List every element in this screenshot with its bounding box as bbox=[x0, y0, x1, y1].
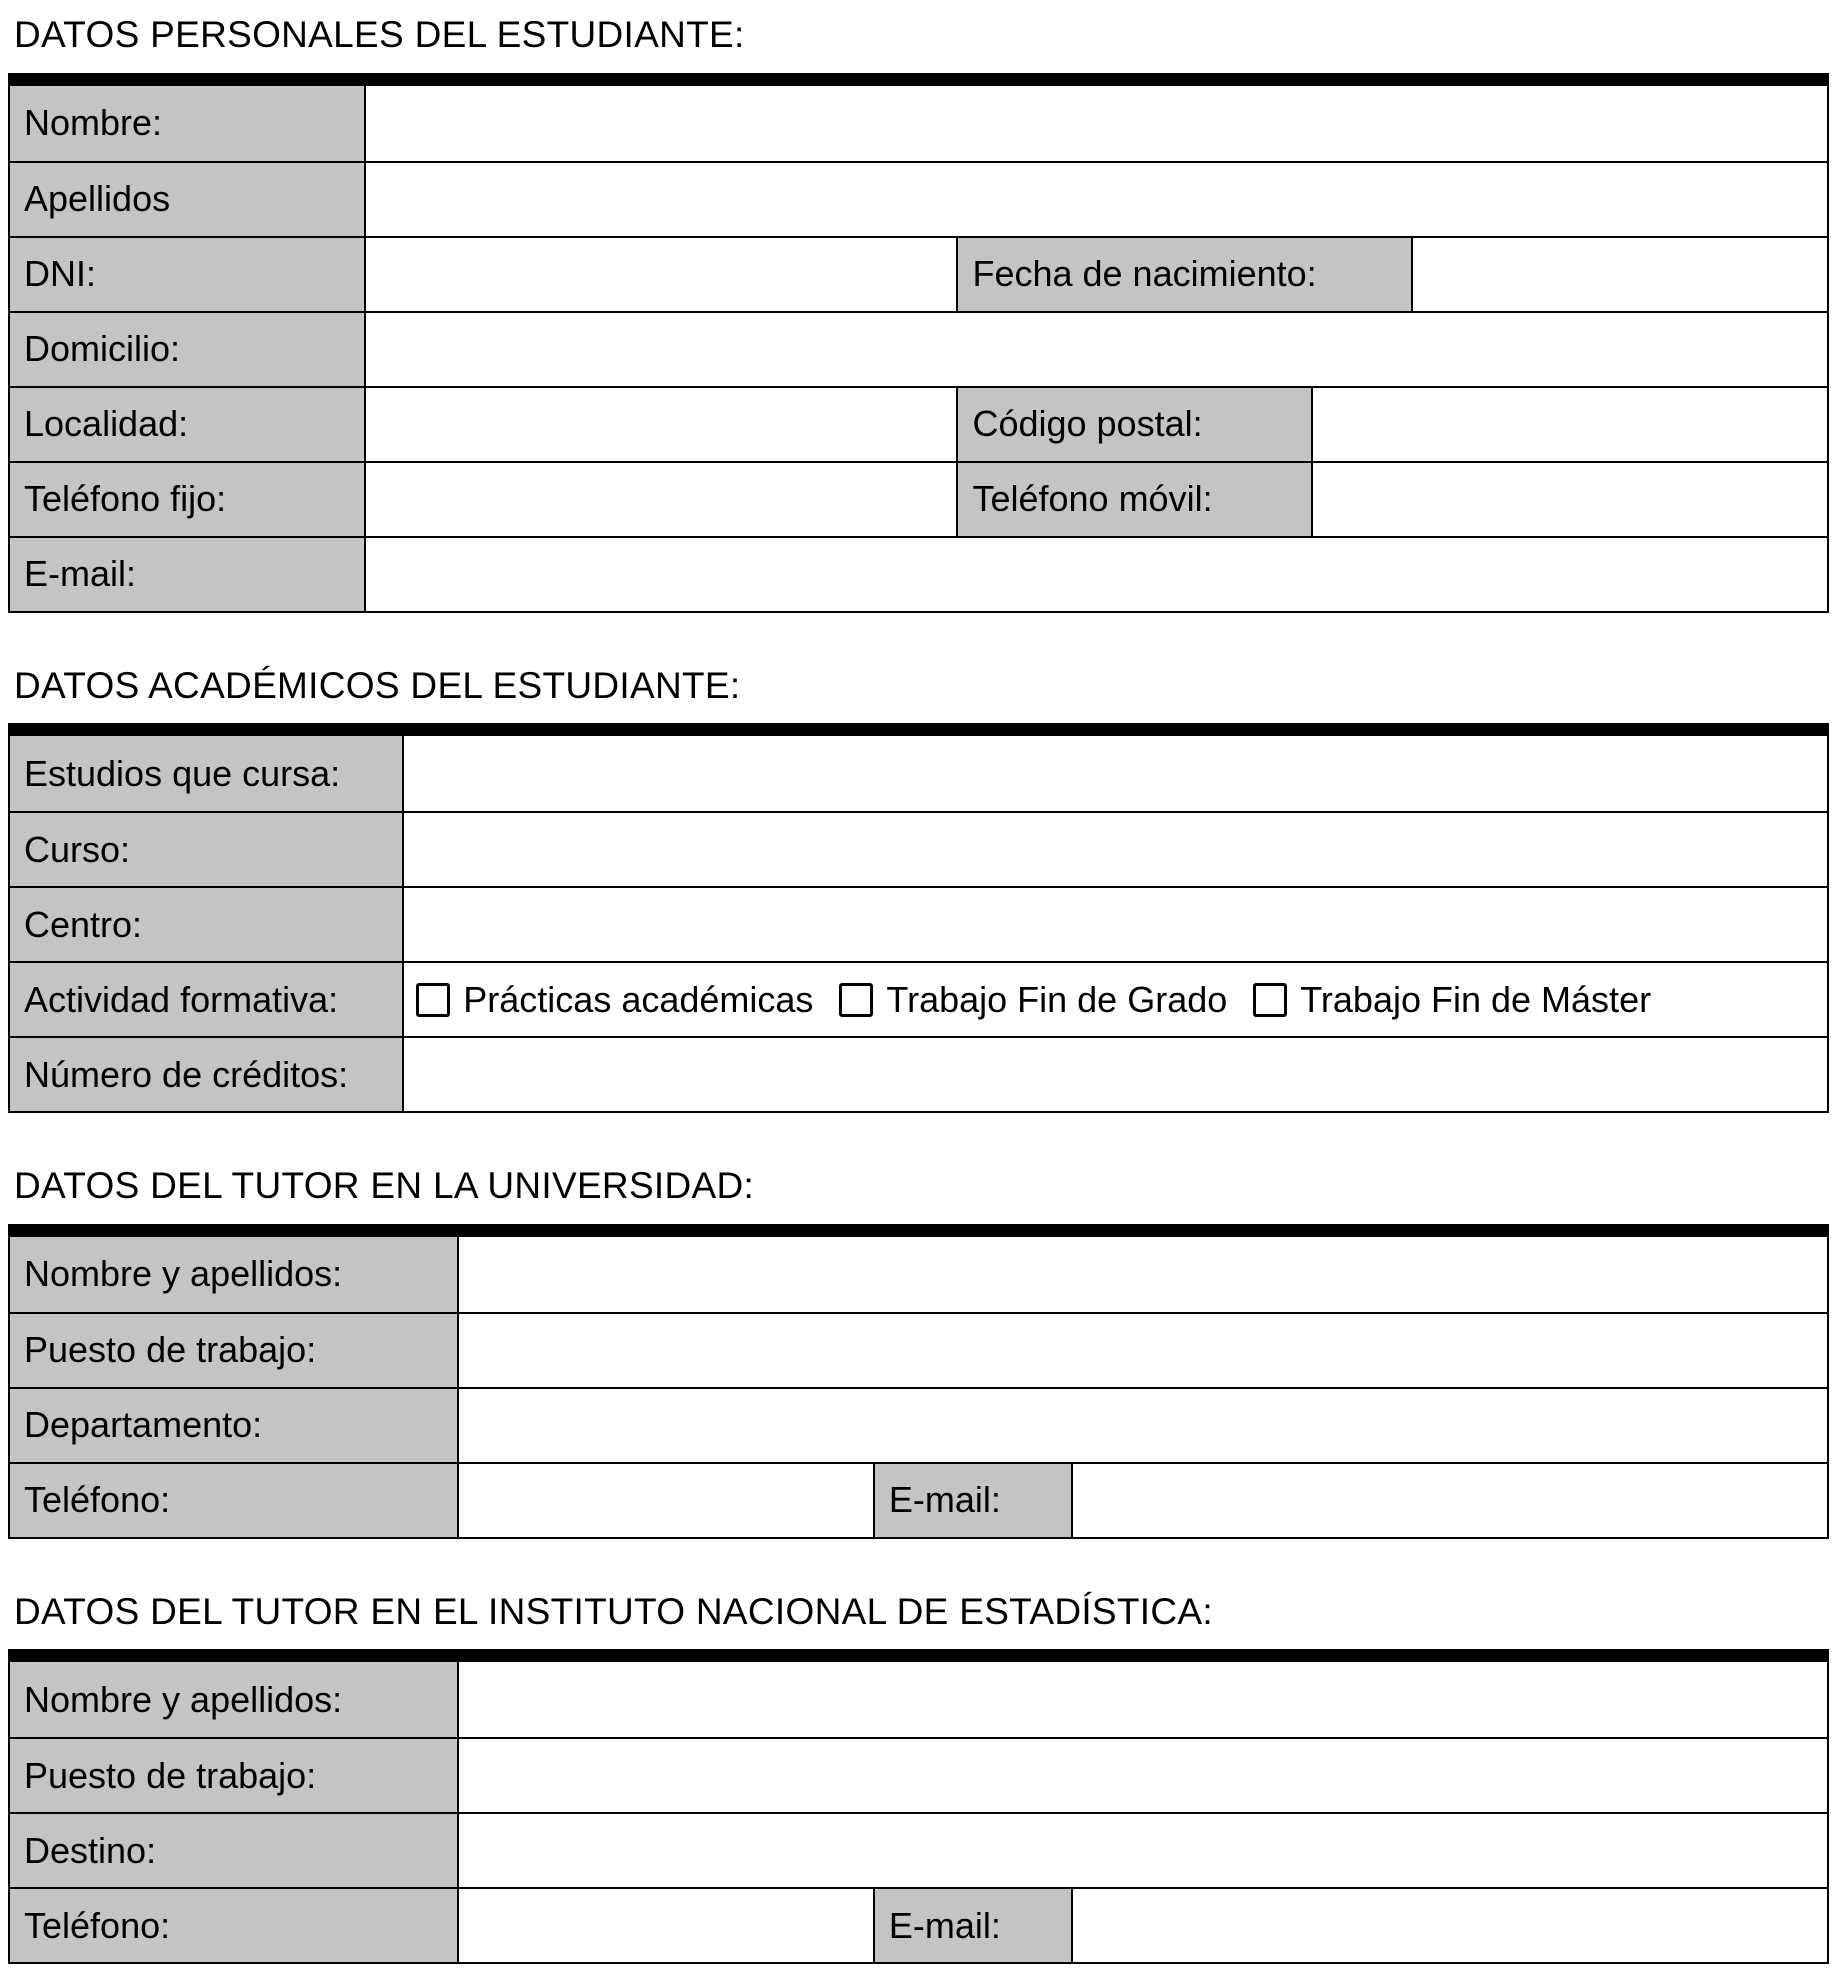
table-row bbox=[10, 961, 1827, 1036]
table-row bbox=[10, 1312, 1827, 1387]
table-row bbox=[10, 536, 1827, 611]
codigo-postal-field[interactable] bbox=[1313, 388, 1827, 461]
telefono-fijo-field[interactable] bbox=[366, 463, 958, 536]
centro-field[interactable] bbox=[404, 888, 1827, 961]
table-row bbox=[10, 1387, 1827, 1462]
table-row bbox=[10, 1662, 1827, 1737]
tutor-ine-puesto-label: Puesto de trabajo: bbox=[10, 1739, 459, 1812]
section-tutor-universidad bbox=[8, 1165, 1829, 1539]
table-row bbox=[10, 1462, 1827, 1537]
tutor-ine-puesto-field[interactable] bbox=[459, 1739, 1827, 1812]
fecha-nacimiento-field[interactable] bbox=[1413, 238, 1827, 311]
nombre-field[interactable] bbox=[366, 86, 1827, 161]
table-row bbox=[10, 811, 1827, 886]
apellidos-field[interactable] bbox=[366, 163, 1827, 236]
section-datos-personales bbox=[8, 14, 1829, 613]
tutor-ine-telefono-field[interactable] bbox=[459, 1889, 875, 1962]
table-row bbox=[10, 1737, 1827, 1812]
tutor-ine-destino-field[interactable] bbox=[459, 1814, 1827, 1887]
tutor-uni-departamento-label: Departamento: bbox=[10, 1389, 459, 1462]
tutor-universidad-table bbox=[8, 1224, 1829, 1539]
section-title-academicos: DATOS ACADÉMICOS DEL ESTUDIANTE: bbox=[14, 664, 741, 706]
table-row bbox=[10, 386, 1827, 461]
table-row bbox=[10, 86, 1827, 161]
trabajo-fin-master-option bbox=[1253, 979, 1651, 1021]
actividad-formativa-label: Actividad formativa: bbox=[10, 963, 404, 1036]
practicas-academicas-checkbox-label: Prácticas académicas bbox=[463, 978, 814, 1020]
table-row bbox=[10, 236, 1827, 311]
trabajo-fin-master-checkbox[interactable] bbox=[1253, 983, 1287, 1017]
actividad-formativa-options bbox=[404, 963, 1827, 1036]
table-row bbox=[10, 161, 1827, 236]
domicilio-field[interactable] bbox=[366, 313, 1827, 386]
table-row bbox=[10, 1036, 1827, 1111]
tutor-ine-table bbox=[8, 1649, 1829, 1964]
localidad-label: Localidad: bbox=[10, 388, 366, 461]
section-title-tutor-ine: DATOS DEL TUTOR EN EL INSTITUTO NACIONAL DE ESTADÍSTICA: bbox=[14, 1590, 1213, 1632]
section-datos-academicos bbox=[8, 665, 1829, 1114]
centro-label: Centro: bbox=[10, 888, 404, 961]
section-tutor-ine bbox=[8, 1591, 1829, 1965]
telefono-fijo-label: Teléfono fijo: bbox=[10, 463, 366, 536]
table-row bbox=[10, 886, 1827, 961]
tutor-uni-email-field[interactable] bbox=[1073, 1464, 1827, 1537]
numero-creditos-label: Número de créditos: bbox=[10, 1038, 404, 1111]
email-field[interactable] bbox=[366, 538, 1827, 611]
trabajo-fin-grado-checkbox-label: Trabajo Fin de Grado bbox=[886, 978, 1228, 1020]
telefono-movil-field[interactable] bbox=[1313, 463, 1827, 536]
tutor-ine-email-field[interactable] bbox=[1073, 1889, 1827, 1962]
tutor-uni-departamento-field[interactable] bbox=[459, 1389, 1827, 1462]
table-row bbox=[10, 736, 1827, 811]
academic-data-table bbox=[8, 723, 1829, 1113]
table-row bbox=[10, 1237, 1827, 1312]
tutor-uni-telefono-label: Teléfono: bbox=[10, 1464, 459, 1537]
nombre-label: Nombre: bbox=[10, 86, 366, 161]
fecha-nacimiento-label: Fecha de nacimiento: bbox=[958, 238, 1412, 311]
tutor-uni-telefono-field[interactable] bbox=[459, 1464, 875, 1537]
personal-data-table bbox=[8, 73, 1829, 613]
email-label: E-mail: bbox=[10, 538, 366, 611]
codigo-postal-label: Código postal: bbox=[958, 388, 1312, 461]
curso-label: Curso: bbox=[10, 813, 404, 886]
telefono-movil-label: Teléfono móvil: bbox=[958, 463, 1312, 536]
practicas-academicas-option bbox=[416, 979, 813, 1021]
tutor-ine-telefono-label: Teléfono: bbox=[10, 1889, 459, 1962]
tutor-ine-nombre-field[interactable] bbox=[459, 1662, 1827, 1737]
tutor-uni-nombre-label: Nombre y apellidos: bbox=[10, 1237, 459, 1312]
tutor-ine-email-label: E-mail: bbox=[875, 1889, 1073, 1962]
table-row bbox=[10, 311, 1827, 386]
localidad-field[interactable] bbox=[366, 388, 958, 461]
trabajo-fin-grado-checkbox[interactable] bbox=[839, 983, 873, 1017]
tutor-ine-nombre-label: Nombre y apellidos: bbox=[10, 1662, 459, 1737]
apellidos-label: Apellidos bbox=[10, 163, 366, 236]
curso-field[interactable] bbox=[404, 813, 1827, 886]
numero-creditos-field[interactable] bbox=[404, 1038, 1827, 1111]
tutor-uni-puesto-field[interactable] bbox=[459, 1314, 1827, 1387]
practicas-academicas-checkbox[interactable] bbox=[416, 983, 450, 1017]
domicilio-label: Domicilio: bbox=[10, 313, 366, 386]
table-row bbox=[10, 1812, 1827, 1887]
tutor-uni-puesto-label: Puesto de trabajo: bbox=[10, 1314, 459, 1387]
table-row bbox=[10, 461, 1827, 536]
section-title-personales: DATOS PERSONALES DEL ESTUDIANTE: bbox=[14, 14, 745, 55]
tutor-uni-nombre-field[interactable] bbox=[459, 1237, 1827, 1312]
trabajo-fin-grado-option bbox=[839, 979, 1227, 1021]
estudios-field[interactable] bbox=[404, 736, 1827, 811]
dni-field[interactable] bbox=[366, 238, 958, 311]
trabajo-fin-master-checkbox-label: Trabajo Fin de Máster bbox=[1300, 978, 1652, 1020]
section-title-tutor-universidad: DATOS DEL TUTOR EN LA UNIVERSIDAD: bbox=[14, 1165, 755, 1207]
tutor-ine-destino-label: Destino: bbox=[10, 1814, 459, 1887]
estudios-label: Estudios que cursa: bbox=[10, 736, 404, 811]
table-row bbox=[10, 1887, 1827, 1962]
tutor-uni-email-label: E-mail: bbox=[875, 1464, 1073, 1537]
dni-label: DNI: bbox=[10, 238, 366, 311]
